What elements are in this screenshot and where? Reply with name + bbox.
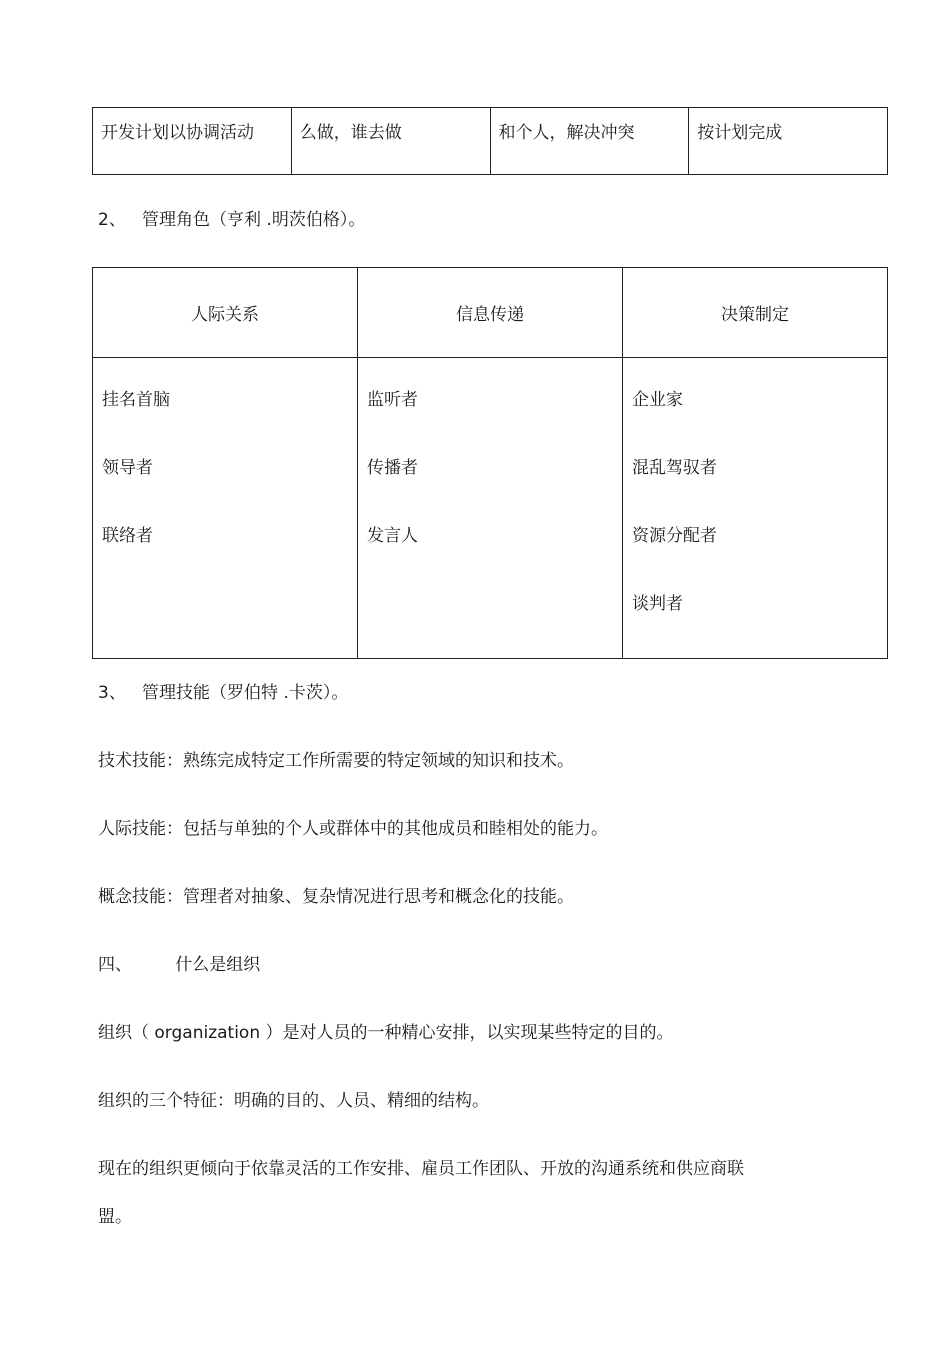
header-text: 人际关系 [191,305,259,325]
section-number: 3、 [98,683,126,703]
role-item: 企业家 [632,390,683,410]
paragraph: 组织的三个特征：明确的目的、人员、精细的结构。 [98,1091,489,1111]
table-header-cell [93,268,358,358]
role-item: 领导者 [102,458,153,478]
paragraph: 现在的组织更倾向于依靠灵活的工作安排、雇员工作团队、开放的沟通系统和供应商联 [98,1159,744,1179]
table-cell [93,108,292,175]
paragraph: 盟。 [98,1207,132,1227]
section-title: 管理技能（罗伯特 .卡茨）。 [142,683,349,703]
cell-text: 和个人，解决冲突 [498,123,635,143]
role-item: 监听者 [367,390,418,410]
table-header-row [93,268,888,358]
role-item: 混乱驾驭者 [632,458,717,478]
role-item: 谈判者 [632,594,683,614]
paragraph: 人际技能：包括与单独的个人或群体中的其他成员和睦相处的能力。 [98,819,608,839]
header-text: 信息传递 [456,305,524,325]
role-item: 联络者 [102,526,153,546]
table-row [93,358,888,659]
cell-text: 么做，谁去做 [299,123,402,143]
management-roles-table [92,267,888,659]
cell-text: 按计划完成 [697,123,783,143]
table-header-cell [623,268,888,358]
table-cell [623,358,888,659]
header-text: 决策制定 [721,305,789,325]
table-cell [358,358,623,659]
role-item: 发言人 [367,526,418,546]
section-heading-4 [98,953,260,977]
section-title: 什么是组织 [175,955,261,975]
paragraph: 技术技能：熟练完成特定工作所需要的特定领域的知识和技术。 [98,751,574,771]
role-item: 传播者 [367,458,418,478]
role-item: 资源分配者 [632,526,717,546]
section-number: 四、 [98,955,132,975]
cell-text: 开发计划以协调活动 [101,123,254,143]
table-header-cell [358,268,623,358]
table-cell [291,108,490,175]
table-cell [490,108,689,175]
section-heading-3 [98,681,348,705]
section-number: 2、 [98,210,126,230]
paragraph: 组织（ organization ）是对人员的一种精心安排，以实现某些特定的目的。 [98,1023,674,1043]
continued-table [92,107,888,175]
section-heading-2 [98,208,365,232]
role-item: 挂名首脑 [102,390,170,410]
section-title: 管理角色（亨利 .明茨伯格）。 [142,210,366,230]
table-cell [93,358,358,659]
table-row [93,108,888,175]
table-cell [689,108,888,175]
paragraph: 概念技能：管理者对抽象、复杂情况进行思考和概念化的技能。 [98,887,574,907]
